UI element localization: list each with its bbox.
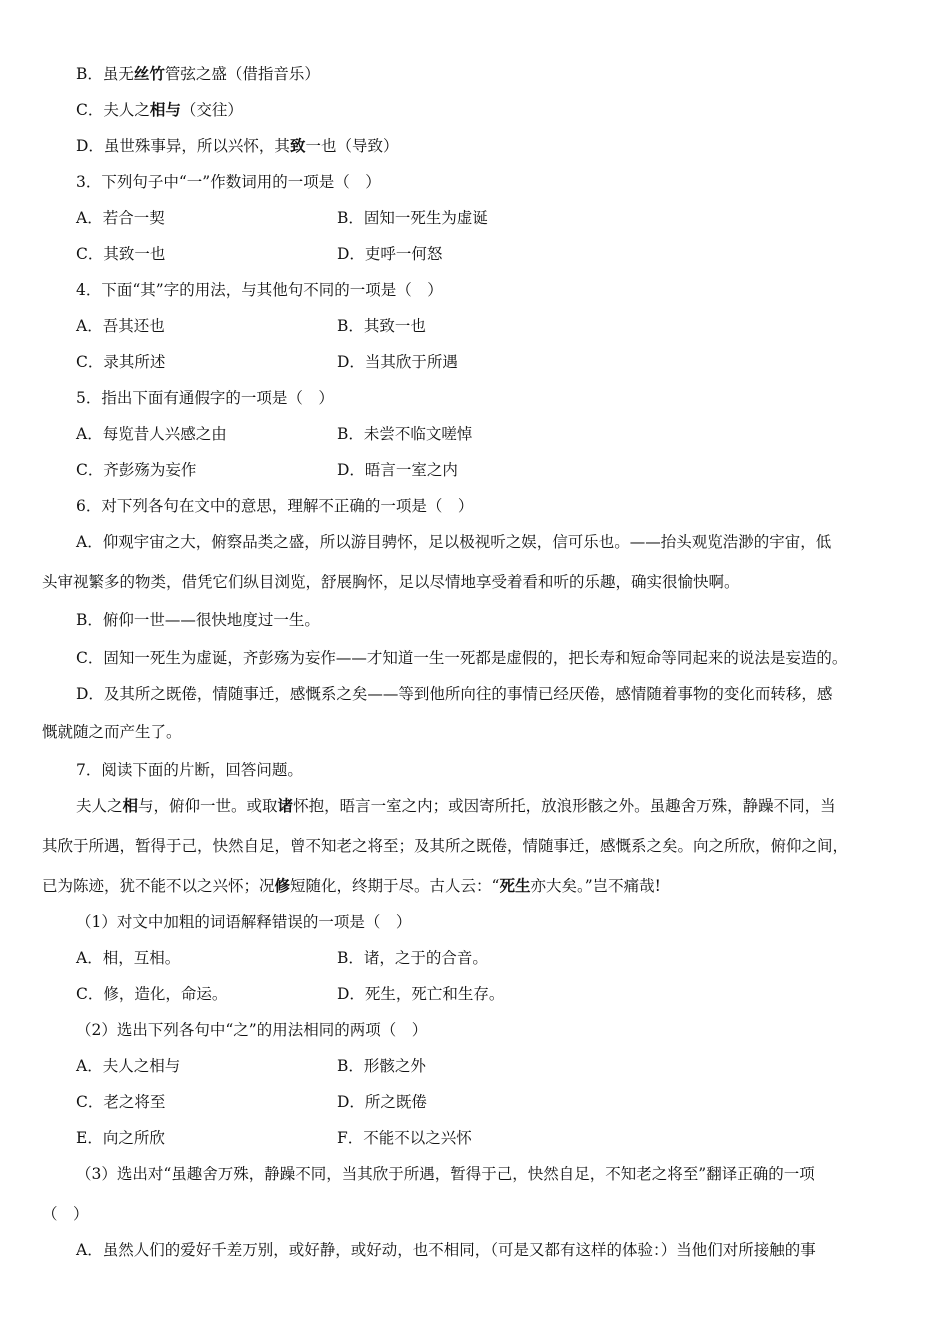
question-6: 6．对下列各句在文中的意思，理解不正确的一项是（ ） bbox=[76, 497, 474, 515]
option-d-line1: D．及其所之既倦，情随事迁，感慨系之矣——等到他所向往的事情已经厌倦，感情随着事物的变化而转移，感 bbox=[76, 685, 833, 703]
option-b: B．固知一死生为虚诞 bbox=[337, 209, 488, 227]
option-b: B．俯仰一世——很快地度过一生。 bbox=[76, 611, 320, 629]
option-f: F．不能不以之兴怀 bbox=[337, 1129, 472, 1147]
option-e: E．向之所欣 bbox=[76, 1129, 165, 1147]
option-b: B．未尝不临文嗟悼 bbox=[337, 425, 473, 443]
option-c: C．录其所述 bbox=[76, 353, 166, 371]
option-c: C．齐彭殇为妄作 bbox=[76, 461, 197, 479]
option-d: D．吏呼一何怒 bbox=[337, 245, 443, 263]
bold-term: 相 bbox=[122, 797, 139, 815]
option-a: A．夫人之相与 bbox=[76, 1057, 181, 1075]
passage-line: 夫人之相与，俯仰一世。或取诸怀抱，晤言一室之内；或因寄所托，放浪形骸之外。虽趣舍万殊，静躁不同，当 bbox=[76, 797, 836, 815]
bold-term: 相与 bbox=[149, 101, 181, 119]
question-4: 4．下面“其”字的用法，与其他句不同的一项是（ ） bbox=[76, 281, 443, 299]
passage-line: 已为陈迹，犹不能不以之兴怀；况修短随化，终期于尽。古人云：“死生亦大矣。”岂不痛哉! bbox=[42, 877, 661, 895]
option-b: B．诸，之于的合音。 bbox=[337, 949, 488, 967]
option-c: C．固知一死生为虚诞，齐彭殇为妄作——才知道一生一死都是虚假的，把长寿和短命等同起来的说法是妄造的。 bbox=[76, 649, 848, 667]
bold-term: 死生 bbox=[499, 877, 531, 895]
option-a-line1: A．仰观宇宙之大，俯察品类之盛，所以游目骋怀，足以极视听之娱，信可乐也。——抬头观览浩渺的宇宙，低 bbox=[76, 533, 832, 551]
question-3: 3．下列句子中“一”作数词用的一项是（ ） bbox=[76, 173, 381, 191]
option-c: C．其致一也 bbox=[76, 245, 166, 263]
option-a: A．每览昔人兴感之由 bbox=[76, 425, 227, 443]
option-b: B．形骸之外 bbox=[337, 1057, 426, 1075]
sub-question-3: （3）选出对“虽趣舍万殊，静躁不同，当其欣于所遇，暂得于己，快然自足，不知老之将至”翻译正确的一项 bbox=[76, 1165, 815, 1183]
question-5: 5．指出下面有通假字的一项是（ ） bbox=[76, 389, 334, 407]
option-b: B．其致一也 bbox=[337, 317, 426, 335]
passage-line: 其欣于所遇，暂得于己，快然自足，曾不知老之将至；及其所之既倦，情随事迁，感慨系之矣。向之所欣，俯仰之间， bbox=[42, 837, 849, 855]
question-7: 7．阅读下面的片断，回答问题。 bbox=[76, 761, 303, 779]
bold-term: 致 bbox=[289, 137, 306, 155]
bold-term: 诸 bbox=[277, 797, 294, 815]
answer-bracket: （ ） bbox=[42, 1205, 89, 1223]
option-a-line2: 头审视繁多的物类，借凭它们纵目浏览，舒展胸怀，足以尽情地享受着看和听的乐趣，确实很愉快啊。 bbox=[42, 573, 740, 591]
option-line: B．虽无丝竹管弦之盛（借指音乐） bbox=[76, 65, 320, 83]
option-d: D．死生，死亡和生存。 bbox=[337, 985, 505, 1003]
sub-question-2: （2）选出下列各句中“之”的用法相同的两项（ ） bbox=[76, 1021, 428, 1039]
option-line: C．夫人之相与（交往） bbox=[76, 101, 243, 119]
option-a: A．虽然人们的爱好千差万别，或好静，或好动，也不相同，（可是又都有这样的体验：）当他们对所接触的事 bbox=[76, 1241, 816, 1259]
option-a: A．吾其还也 bbox=[76, 317, 165, 335]
bold-term: 丝竹 bbox=[133, 65, 165, 83]
option-line: D．虽世殊事异，所以兴怀，其致一也（导致） bbox=[76, 137, 399, 155]
option-d: D．晤言一室之内 bbox=[337, 461, 458, 479]
option-a: A．若合一契 bbox=[76, 209, 165, 227]
option-c: C．修，造化，命运。 bbox=[76, 985, 228, 1003]
option-d: D．所之既倦 bbox=[337, 1093, 427, 1111]
sub-question-1: （1）对文中加粗的词语解释错误的一项是（ ） bbox=[76, 913, 412, 931]
option-d: D．当其欣于所遇 bbox=[337, 353, 458, 371]
bold-term: 修 bbox=[274, 877, 291, 895]
option-a: A．相，互相。 bbox=[76, 949, 181, 967]
option-c: C．老之将至 bbox=[76, 1093, 166, 1111]
option-d-line2: 慨就随之而产生了。 bbox=[42, 723, 182, 741]
